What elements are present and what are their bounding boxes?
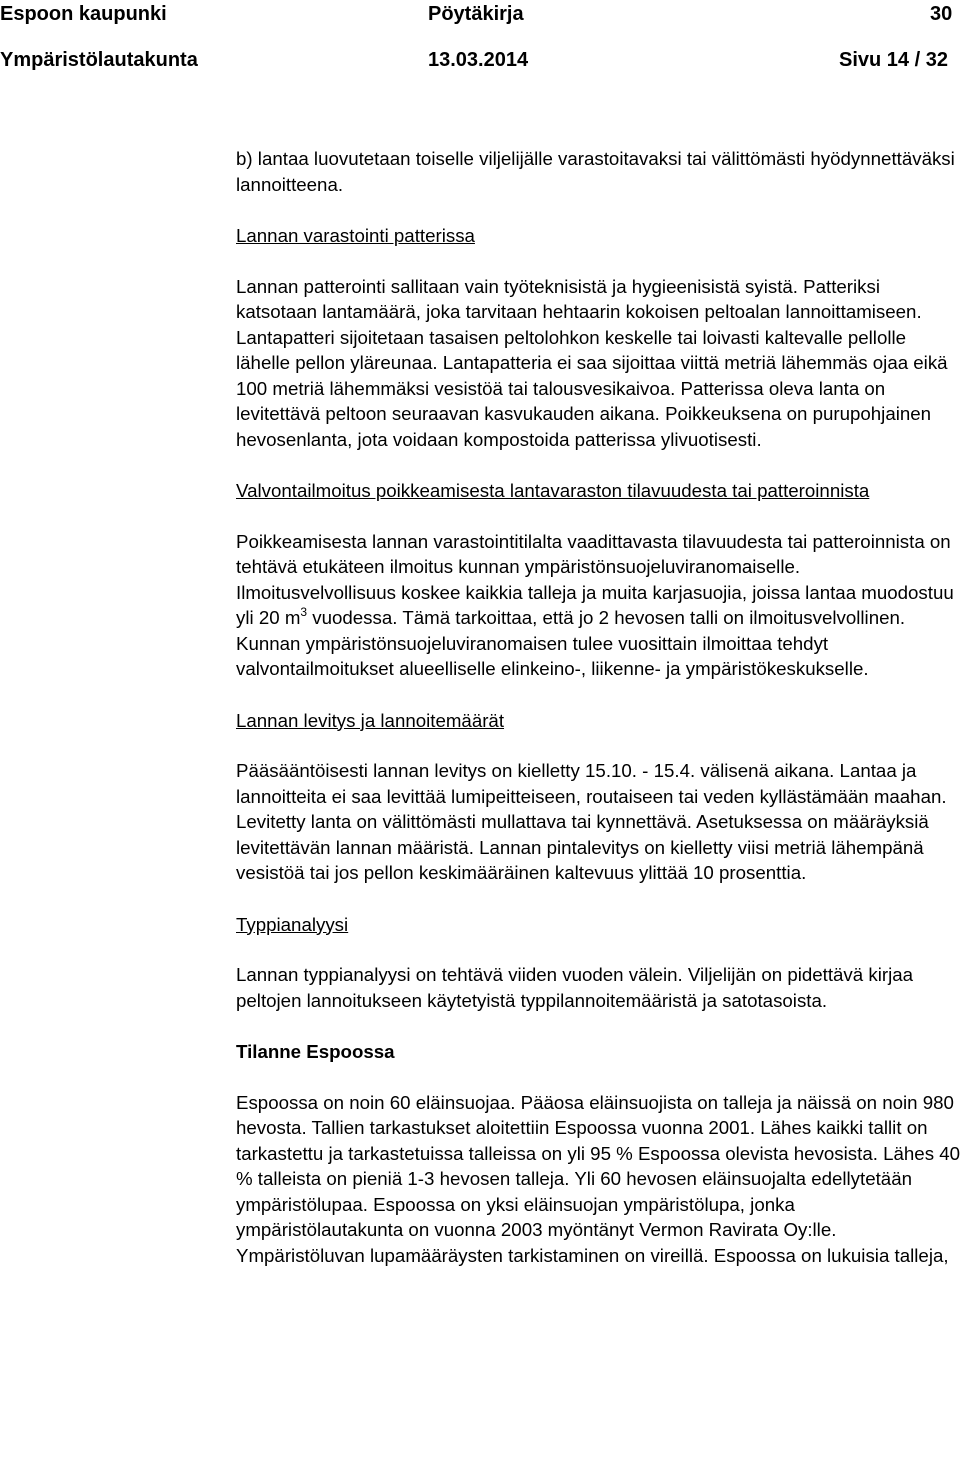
page-indicator: Sivu 14 / 32 xyxy=(839,49,948,71)
section-heading-manure-pile-storage: Lannan varastointi patterissa xyxy=(236,225,475,246)
section-body-manure-spreading: Pääsääntöisesti lannan levitys on kielletty 15.10. - 15.4. välisenä aikana. Lantaa ja lannoitteita ei saa levittää lumipeitteiseen, routaiseen tai veden kyllästämään maahan. Levitetty lanta on välittömästi mullattava tai kynnettävä. Asetuksessa on määräyksiä levitettävän lannan määristä. Lannan pintalevitys on kielletty viisi metriä lähempänä vesistöä tai jos pellon keskimääräinen kaltevuus ylittää 10 prosenttia. xyxy=(236,760,947,883)
section-body-manure-pile-storage: Lannan patterointi sallitaan vain työteknisistä ja hygieenisistä syistä. Patteriksi katsotaan lantamäärä, joka tarvitaan hehtaarin kokoisen peltoalan lannoittamiseen. Lantapatteri sijoitetaan tasaisen peltolohkon keskelle tai loivasti kaltevalle pellolle lähelle pellon yläreunaa. Lantapatteria ei saa sijoittaa viittä metriä lähemmäs ojaa eikä 100 metriä lähemmäksi vesistöä tai talousvesikaivoa. Patterissa oleva lanta on levitettävä peltoon seuraavan kasvukauden aikana. Poikkeuksena on purupohjainen hevosenlanta, jota voidaan kompostoida patterissa ylivuotisesti. xyxy=(236,275,948,450)
section-heading-monitoring-notice: Valvontailmoitus poikkeamisesta lantavaraston tilavuudesta tai patteroinnista xyxy=(236,480,870,501)
section-number: 30 xyxy=(930,3,953,25)
meeting-date: 13.03.2014 xyxy=(428,49,529,71)
monitoring-notice-text-b: vuodessa. Tämä tarkoittaa, että jo 2 hevosen talli on ilmoitusvelvollinen. Kunnan ympäristönsuojeluviranomaisen tulee vuosittain ilmoittaa tehdyt valvontailmoitukset alueelliselle elinkeino-, liikenne- ja ympäristökeskukselle. xyxy=(236,607,906,679)
superscript-exponent: 3 xyxy=(300,605,308,619)
section-heading-situation-espoo: Tilanne Espoossa xyxy=(236,1041,395,1062)
document-type: Pöytäkirja xyxy=(428,3,524,25)
section-heading-nitrogen-analysis: Typpianalyysi xyxy=(236,913,349,935)
monitoring-notice-text-a: Poikkeamisesta lannan varastointitilalta vaadittavasta tilavuudesta tai patteroinnista on tehtävä etukäteen ilmoitus kunnan ympäristönsuojeluviranomaiselle. Ilmoitusvelvollisuus koskee kaikkia talleja ja muita karjasuojia, joissa lantaa muodostuu yli 20 m xyxy=(236,530,954,628)
section-body-monitoring-notice xyxy=(236,529,960,682)
document-body xyxy=(236,146,960,1268)
organization-name: Espoon kaupunki xyxy=(0,3,167,25)
committee-name: Ympäristölautakunta xyxy=(0,49,198,71)
section-heading-manure-spreading: Lannan levitys ja lannoitemäärät xyxy=(236,709,505,731)
section-body-nitrogen-analysis: Lannan typpianalyysi on tehtävä viiden vuoden välein. Viljelijän on pidettävä kirjaa peltojen lannoitukseen käytetyistä typpilannoitemääristä ja satotasoista. xyxy=(236,964,914,1011)
section-body-situation-espoo: Espoossa on noin 60 eläinsuojaa. Pääosa eläinsuojista on talleja ja näissä on noin 980 hevosta. Tallien tarkastukset aloitettiin Espoossa vuonna 2001. Lähes kaikki tallit on tarkastettu ja tarkastetuissa talleissa on yli 95 % Espoossa olevista hevosista. Lähes 40 % talleista on pieniä 1-3 hevosen talleja. Yli 60 hevosen eläinsuojalta edellytetään ympäristölupaa. Espoossa on yksi eläinsuojan ympäristölupa, jonka ympäristölautakunta on vuonna 2003 myöntänyt Vermon Ravirata Oy:lle. Ympäristöluvan lupamääräysten tarkistaminen on vireillä. Espoossa on lukuisia talleja, xyxy=(236,1091,960,1266)
list-item-b: b) lantaa luovutetaan toiselle viljelijälle varastoitavaksi tai välittömästi hyödynnettäväksi lannoitteena. xyxy=(236,148,955,195)
